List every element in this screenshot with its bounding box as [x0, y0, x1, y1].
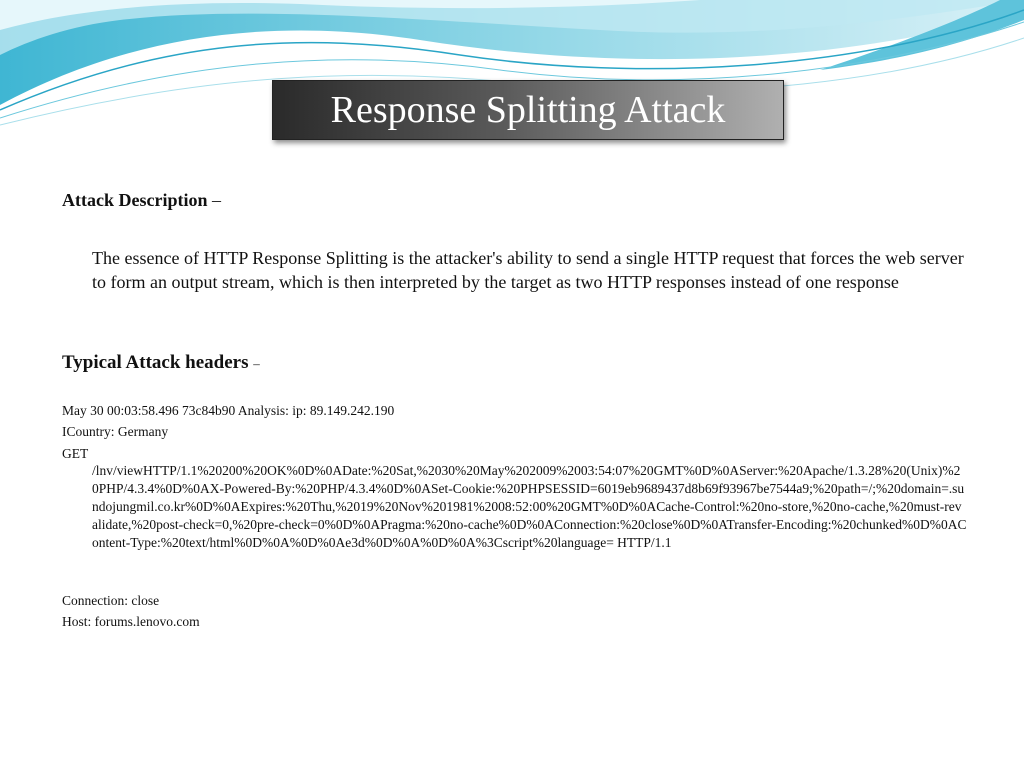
typical-headers-label: Typical Attack headers — [62, 352, 249, 373]
log-line-get: GET — [62, 446, 89, 461]
log-get-url: /lnv/viewHTTP/1.1%20200%20OK%0D%0ADate:%20Sat,%2030%20May%202009%2003:54:07%20GMT%0D%0AServer:%20Apache/1.3.28%20(Unix)%20PHP/4.3.4%0D%0AX-Powered-By:%20PHP/4.3.4%0D%0ASet-Cookie:%20PHPSESSID=6019eb9689437d8b69f93967be7544a9;%20path=/;%20domain=.sundojungmil.co.kr%0D%0AExpires:%20Thu,%2019%20Nov%201981%2008:52:00%20GMT%0D%0ACache-Control:%20no-store,%20no-cache,%20must-revalidate,%20post-check=0,%20pre-check=0%0D%0APragma:%20no-cache%0D%0AConnection:%20close%0D%0ATransfer-Encoding:%20chunked%0D%0AContent-Type:%20text/html%0D%0A%0D%0Ae3d%0D%0A%0D%0A%3Cscript%20language= HTTP/1.1 — [92, 463, 967, 550]
log-line-country: ICountry: Germany — [62, 424, 169, 439]
attack-description-dash: – — [211, 190, 221, 210]
log-line-analysis: May 30 00:03:58.496 73c84b90 Analysis: ip: 89.149.242.190 — [62, 403, 395, 418]
typical-headers-dash: – — [253, 356, 260, 371]
title-box — [272, 80, 784, 140]
attack-description-heading — [62, 190, 221, 211]
attack-description-body: The essence of HTTP Response Splitting is the attacker's ability to send a single HTTP request that forces the web server to form an output stream, which is then interpreted by the target as two HTTP responses instead of one response — [92, 248, 964, 292]
attack-description-label: Attack Description — [62, 190, 208, 210]
typical-headers-heading — [62, 352, 260, 374]
log-line-host: Host: forums.lenovo.com — [62, 614, 200, 629]
log-line-connection: Connection: close — [62, 593, 160, 608]
page-title: Response Splitting Attack — [330, 89, 726, 131]
